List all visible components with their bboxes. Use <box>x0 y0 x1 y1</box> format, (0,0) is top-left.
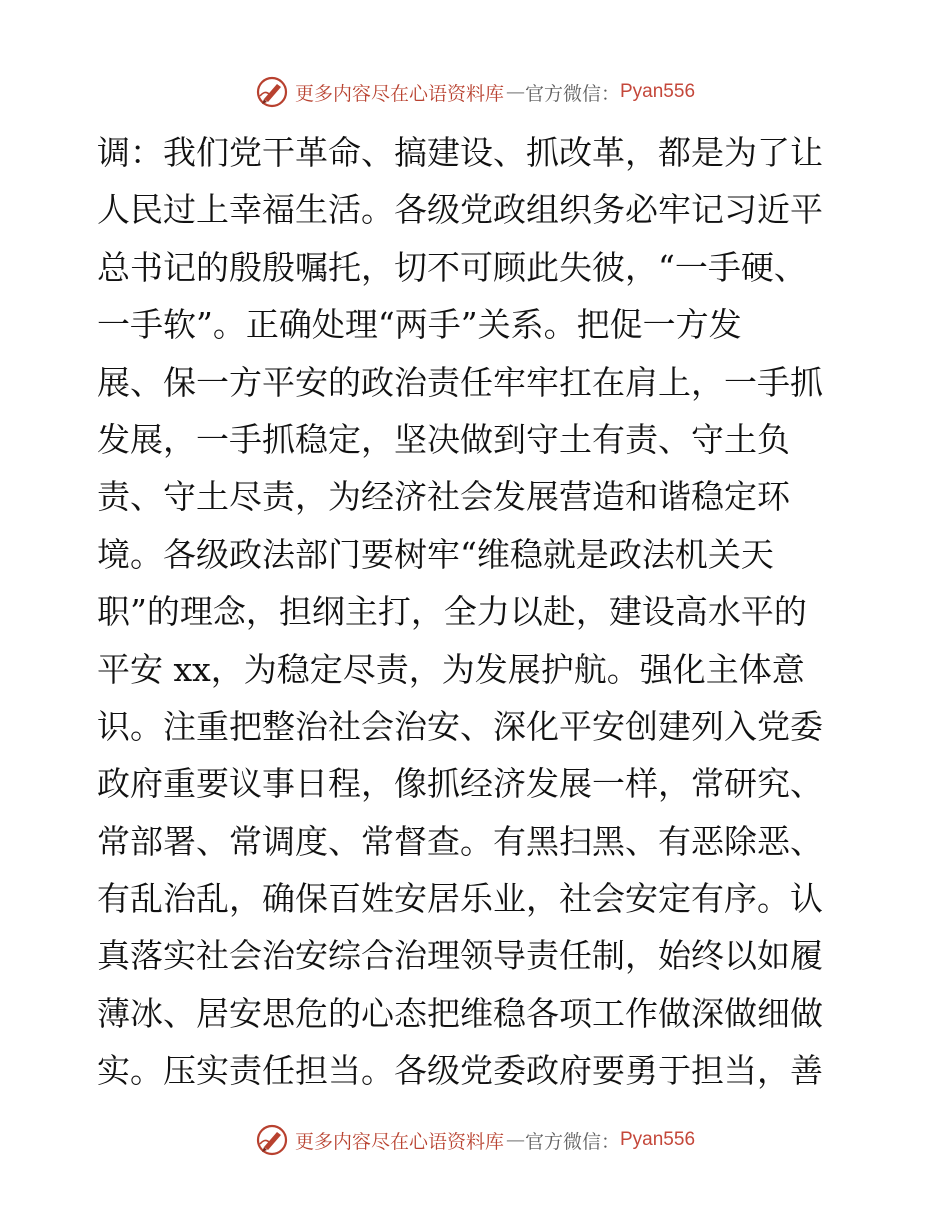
watermark-wechat-id: Pyan556 <box>620 81 696 102</box>
watermark-separator: — <box>505 1129 525 1151</box>
text-line: 总书记的殷殷嘱托，切不可顾此失彼，“一手硬、 <box>97 247 807 287</box>
watermark-wechat-id: Pyan556 <box>620 1129 696 1150</box>
text-line: 责、守土尽责，为经济社会发展营造和谐稳定环 <box>97 477 790 517</box>
text-line: 职”的理念，担纲主打，全力以赴，建设高水平的 <box>97 592 807 632</box>
watermark-slogan: 更多内容尽在心语资料库 <box>294 82 504 105</box>
text-line: 常部署、常调度、常督查。有黑扫黑、有恶除恶、 <box>97 821 823 861</box>
text-line: 真落实社会治安综合治理领导责任制，始终以如履 <box>97 936 823 976</box>
text-line: 有乱治乱，确保百姓安居乐业，社会安定有序。认 <box>97 879 823 919</box>
footer-watermark <box>0 1120 950 1160</box>
watermark-slogan: 更多内容尽在心语资料库 <box>294 1130 504 1153</box>
watermark-wechat-label: 官方微信： <box>524 1130 620 1153</box>
text-line: 一手软”。正确处理“两手”关系。把促一方发 <box>97 305 742 345</box>
pen-logo-icon <box>255 1123 289 1157</box>
text-line: 境。各级政法部门要树牢“维稳就是政法机关天 <box>97 534 774 574</box>
text-line: 展、保一方平安的政治责任牢牢扛在肩上，一手抓 <box>97 362 823 402</box>
body-text <box>97 124 857 1100</box>
watermark-separator: — <box>505 81 525 103</box>
pen-logo-icon <box>255 75 289 109</box>
text-line: 薄冰、居安思危的心态把维稳各项工作做深做细做 <box>97 993 823 1033</box>
text-line: 识。注重把整治社会治安、深化平安创建列入党委 <box>97 706 823 746</box>
text-line: 实。压实责任担当。各级党委政府要勇于担当，善 <box>97 1051 823 1091</box>
text-line: 发展，一手抓稳定，坚决做到守土有责、守土负 <box>97 419 790 459</box>
text-line: 平安 xx，为稳定尽责，为发展护航。强化主体意 <box>97 649 805 689</box>
text-line: 政府重要议事日程，像抓经济发展一样，常研究、 <box>97 764 823 804</box>
text-line: 人民过上幸福生活。各级党政组织务必牢记习近平 <box>97 190 823 230</box>
header-watermark <box>0 72 950 112</box>
watermark-wechat-label: 官方微信： <box>524 82 620 105</box>
text-line: 调：我们党干革命、搞建设、抓改革，都是为了让 <box>97 133 823 172</box>
